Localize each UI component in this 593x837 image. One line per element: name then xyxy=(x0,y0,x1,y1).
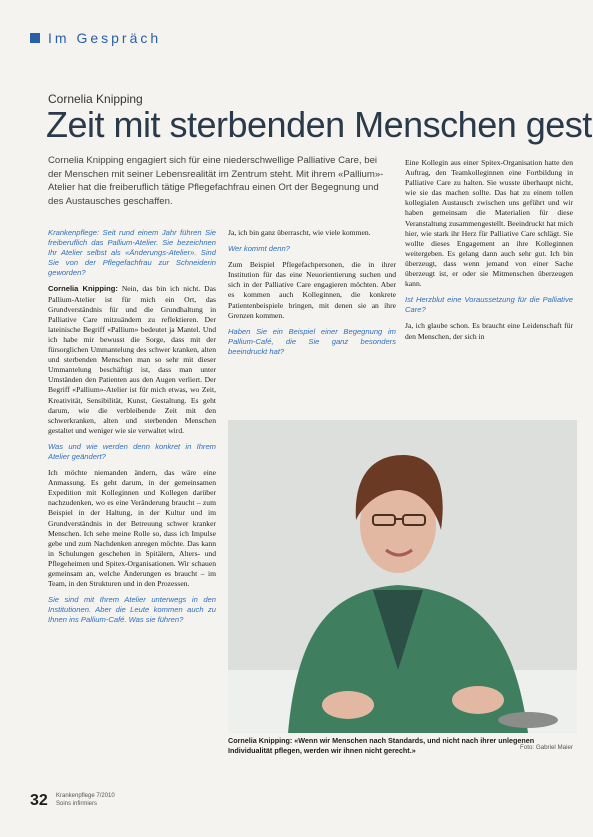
question: Wer kommt denn? xyxy=(228,244,290,254)
question: Haben Sie ein Beispiel einer Begegnung im Pallium-Café, die Sie ganz besonders beeindruckt hat? xyxy=(228,326,396,356)
text-column-2 xyxy=(228,228,396,363)
answer-text: Nein, das bin ich nicht. Das Pallium-Atelier ist für mich ein Ort, das Grundverständnis für und die Grundhaltung in Palliative Care mitzuändern zu reflektieren. Der lateinische Begriff «Pallium» bedeutet ja Mantel. Und ich habe mir bewusst die Sorge, dass mit der fürsorglichen Ummantelung des schwer kranken, alten und sterbenden Menschen man so sehr mit dieser Ummantelung beschäftigt ist, dass man unter Umständen den Patienten aus den Augen verliert. Der Begriff «Pallium»-Atelier ist für mich etwas, wo Zeit, Kreativität, Sensibilität, Kunst, Gestaltung. Es geht darum, wie die verbleibende Zeit mit den schwerkranken, alten und sterbenden Menschen gestaltet und weniger wie sie verwaltet wird. xyxy=(48,284,216,435)
section-marker-square xyxy=(30,33,40,43)
lead-paragraph: Cornelia Knipping engagiert sich für eine niederschwellige Palliative Care, bei der Menschen mit seiner Lebensrealität im Zentrum steht. Mit ihrem «Pallium»-Atelier hat die freiberuflich tätige Pflegefachfrau einen Ort der Begegnung und des Austausches geschaffen. xyxy=(48,155,384,207)
question: Sie sind mit Ihrem Atelier unterwegs in den Institutionen. Aber die Leute kommen auch zu Ihnen ins Pallium-Café. Was sie führen? xyxy=(48,595,216,625)
photo-caption: Cornelia Knipping: «Wenn wir Menschen nach Standards, und nicht nach ihrer unlegenen Individualität pflegen, werden wir ihnen nicht gerecht.» xyxy=(228,736,535,755)
question: Was und wie werden denn konkret in Ihrem Atelier geändert? xyxy=(48,441,216,461)
footer-info xyxy=(56,792,115,808)
text-column-1 xyxy=(48,228,216,631)
section-header xyxy=(30,30,161,46)
footer-line: Soins infirmiers xyxy=(56,801,98,807)
headline: Zeit mit sterbenden Menschen gest xyxy=(46,104,592,145)
footer-line: Krankenpflege 7/2010 xyxy=(56,793,115,799)
answer: Eine Kollegin aus einer Spitex-Organisation hatte den Auftrag, den Teamkolleginnen eine Fortbildung in Palliative Care zu halten. Sie wusste überhaupt nicht, wie sie das machen sollte. Das hat zu einem tollen kollegialen Austausch zwischen uns geführt und wir haben gemeinsam die Materialien für diese Veranstaltung zusammengestellt. Beeindruckt hat mich hier, wie stark ihr Herz für Palliative Care schlägt. Sie wollte dieses Engagement an ihre Kolleginnen weitergeben. Es gelang dann auch sehr gut. Ich bin überzeugt, dass wenn jemand von einer Sache überzeugt ist, er oder sie Mitmenschen überzeugen kann. xyxy=(405,158,573,289)
speaker-name: Cornelia Knipping: xyxy=(48,284,118,294)
kicker: Cornelia Knipping xyxy=(48,92,143,106)
answer: Zum Beispiel Pflegefachpersonen, die in ihrer Institution für das eine Neuorientierung suchen und sich in der Palliative Care engagieren möchten. Aber es kommen auch Kolleginnen, die konkrete Patientenbeispiele bringen, mit denen sie an ihre Grenzen kommen. xyxy=(228,260,396,320)
portrait-photo xyxy=(228,420,577,733)
page-number: 32 xyxy=(30,792,48,809)
answer: Ja, ich glaube schon. Es braucht eine Leidenschaft für den Menschen, der sich in xyxy=(405,321,573,341)
answer: Ich möchte niemanden ändern, das wäre eine Anmassung. Es geht darum, in der gemeinsamen Expedition mit Kolleginnen und Kollegen darüber nachzudenken, wo es eine Veränderung braucht – zum Beispiel in der Haltung, in der Kultur und im Grundverständnis in der Betreuung schwer kranker Menschen. Ich sehe meine Rolle so, dass ich Impulse gebe und zum Nachdenken anregen möchte. Das kann in Schulungen geschehen in Spitälern, Alters- und Pflegeheimen und Spitex-Organisationen. Wir schauen gemeinsam an, welche Änderungen es braucht – im Team, in den Strukturen und in den Prozessen. xyxy=(48,468,216,589)
answer xyxy=(48,284,216,435)
answer: Ja, ich bin ganz überrascht, wie viele kommen. xyxy=(228,228,371,237)
portrait-illustration xyxy=(228,420,577,733)
question: Ist Herzblut eine Voraussetzung für die Palliative Care? xyxy=(405,295,573,315)
photo-credit: Foto: Gabriel Maier xyxy=(520,744,573,751)
section-label: Im Gespräch xyxy=(48,30,162,46)
text-column-3 xyxy=(405,158,573,348)
question: Krankenpflege: Seit rund einem Jahr führen Sie freiberuflich das Pallium-Atelier. Sie bezeichnen Ihr Atelier selbst als «Änderungs-Atelier». Sind Sie von der Pflegefachfrau zur Schneiderin geworden? xyxy=(48,228,216,278)
